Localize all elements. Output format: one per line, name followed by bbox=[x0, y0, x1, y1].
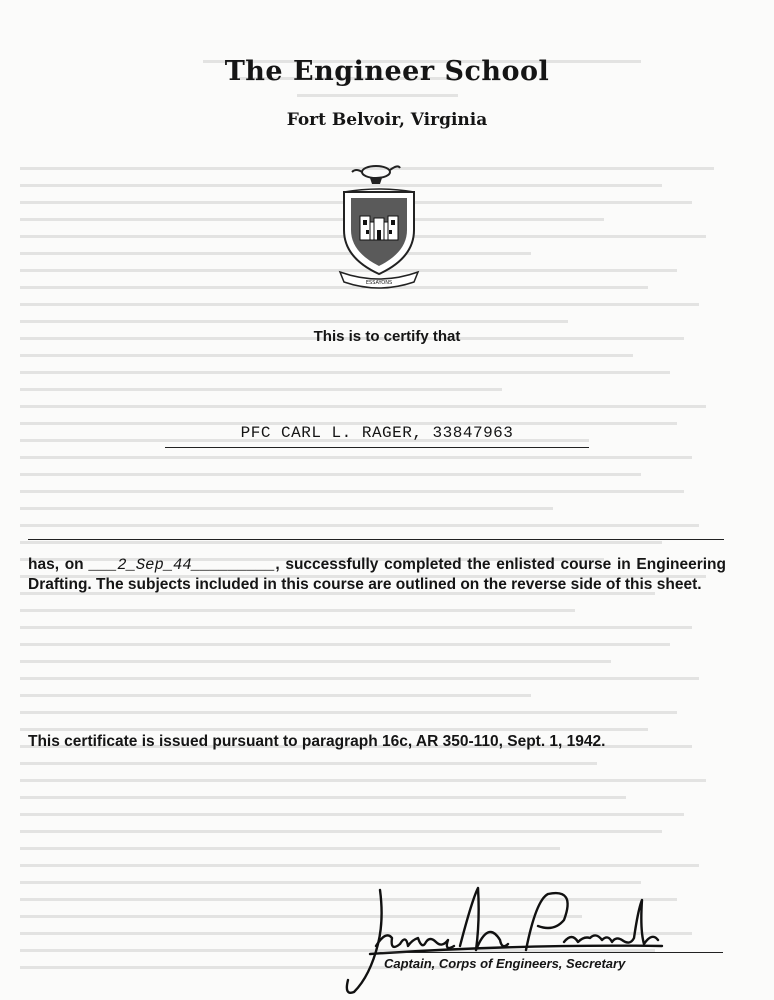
authority-statement: This certificate is issued pursuant to paragraph 16c, AR 350-110, Sept. 1, 1942. bbox=[28, 733, 606, 750]
castle-icon bbox=[360, 216, 398, 240]
recipient-name: PFC CARL L. RAGER, 33847963 bbox=[240, 424, 514, 442]
completion-statement bbox=[28, 555, 726, 594]
lamp-icon bbox=[352, 166, 400, 184]
school-name: The Engineer School bbox=[224, 56, 550, 87]
signer-title: Captain, Corps of Engineers, Secretary bbox=[384, 956, 626, 971]
signature-line bbox=[380, 952, 723, 953]
ribbon-text: ESSAYONS bbox=[365, 280, 393, 286]
completion-date: ___2_Sep_44_________ bbox=[89, 556, 276, 574]
handwritten-signature bbox=[340, 880, 670, 1000]
section-divider bbox=[28, 539, 724, 540]
recipient-underline bbox=[165, 447, 589, 448]
school-location: Fort Belvoir, Virginia bbox=[286, 110, 488, 130]
body-suffix: , successfully completed the enlisted course in Engineering Drafting. The subjects included in this course are outlined on the reverse side of this sheet. bbox=[28, 556, 726, 593]
body-prefix: has, on bbox=[28, 556, 84, 573]
certify-intro: This is to certify that bbox=[313, 328, 461, 345]
engineer-castle-seal bbox=[334, 160, 424, 296]
